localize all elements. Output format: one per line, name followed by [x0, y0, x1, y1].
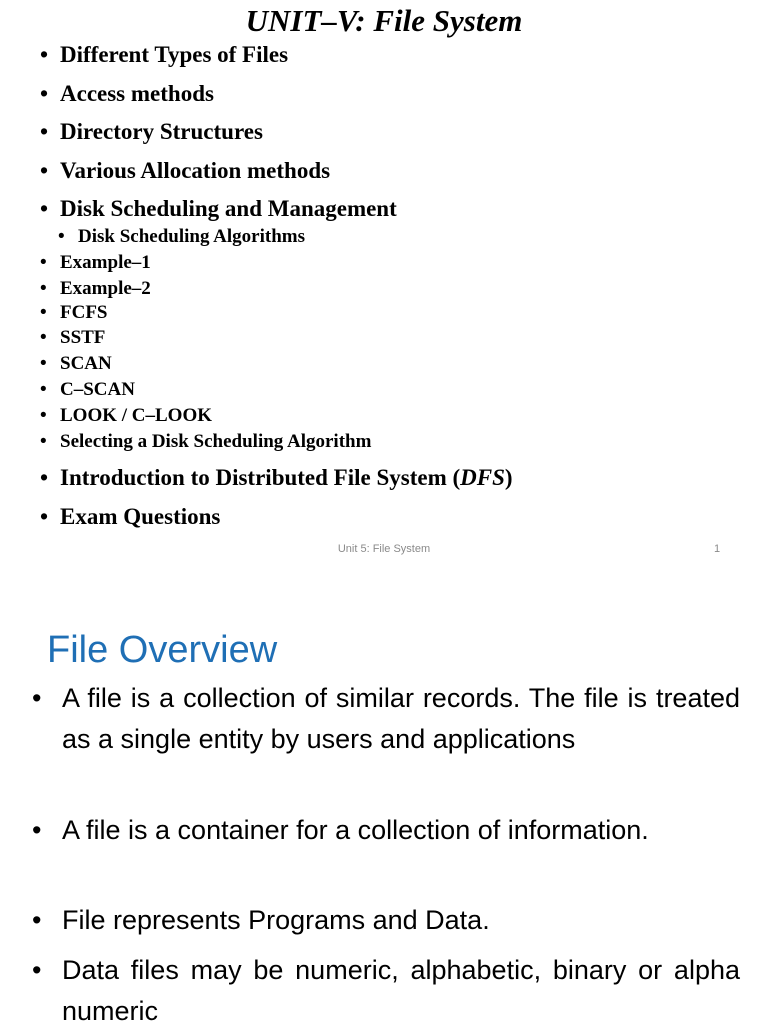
bullet-icon: • — [40, 431, 47, 452]
list-item: • Disk Scheduling and Management — [40, 195, 397, 221]
list-item: • FCFS — [40, 302, 108, 323]
slide-footer: Unit 5: File System — [337, 543, 431, 555]
bullet-icon: • — [40, 353, 47, 374]
slide-title: UNIT–V: File System — [245, 3, 523, 38]
bullet-icon: • — [40, 278, 47, 299]
list-item: • Exam Questions — [40, 503, 221, 529]
list-item: • Various Allocation methods — [40, 157, 331, 183]
bullet-icon: • — [32, 815, 42, 845]
bullet-icon: • — [32, 683, 42, 713]
bullet-icon: • — [40, 157, 49, 183]
bullet-icon: • — [58, 226, 65, 247]
list-item: File represents Programs and Data. — [62, 905, 490, 935]
bullet-icon: • — [40, 195, 49, 221]
bullet-icon: • — [40, 252, 47, 273]
list-item: A file is a container for a collection of information. — [62, 815, 649, 845]
bullet-icon: • — [32, 955, 42, 985]
list-item: Data files may be numeric, alphabetic, binary or alpha numeric — [62, 955, 740, 1026]
list-item: • SSTF — [40, 327, 106, 348]
list-item: • C–SCAN — [40, 379, 135, 400]
list-item: • Example–1 — [40, 252, 151, 273]
list-item: • Different Types of Files — [40, 41, 289, 67]
list-item: A file is a collection of similar records. The file is treated as a single entity by users and applications — [62, 683, 740, 754]
slide-title: File Overview — [47, 629, 278, 671]
list-item: • LOOK / C–LOOK — [40, 405, 213, 426]
list-item: • Access methods — [40, 80, 214, 106]
bullet-icon: • — [40, 503, 49, 529]
slide-2 — [0, 580, 768, 1024]
bullet-icon: • — [40, 379, 47, 400]
bullet-icon: • — [40, 41, 49, 67]
list-item: • SCAN — [40, 353, 112, 374]
bullet-icon: • — [32, 905, 42, 935]
sub-list-item: • Disk Scheduling Algorithms — [58, 226, 305, 247]
list-item: • Selecting a Disk Scheduling Algorithm — [40, 431, 372, 452]
bullet-icon: • — [40, 464, 49, 490]
list-item: • Example–2 — [40, 278, 151, 299]
list-item-dfs: • Introduction to Distributed File System (DFS) — [40, 464, 513, 490]
bullet-icon: • — [40, 80, 49, 106]
page-number: 1 — [714, 543, 721, 555]
bullet-icon: • — [40, 327, 47, 348]
bullet-icon: • — [40, 405, 47, 426]
bullet-icon: • — [40, 302, 47, 323]
bullet-icon: • — [40, 118, 49, 144]
list-item: • Directory Structures — [40, 118, 263, 144]
